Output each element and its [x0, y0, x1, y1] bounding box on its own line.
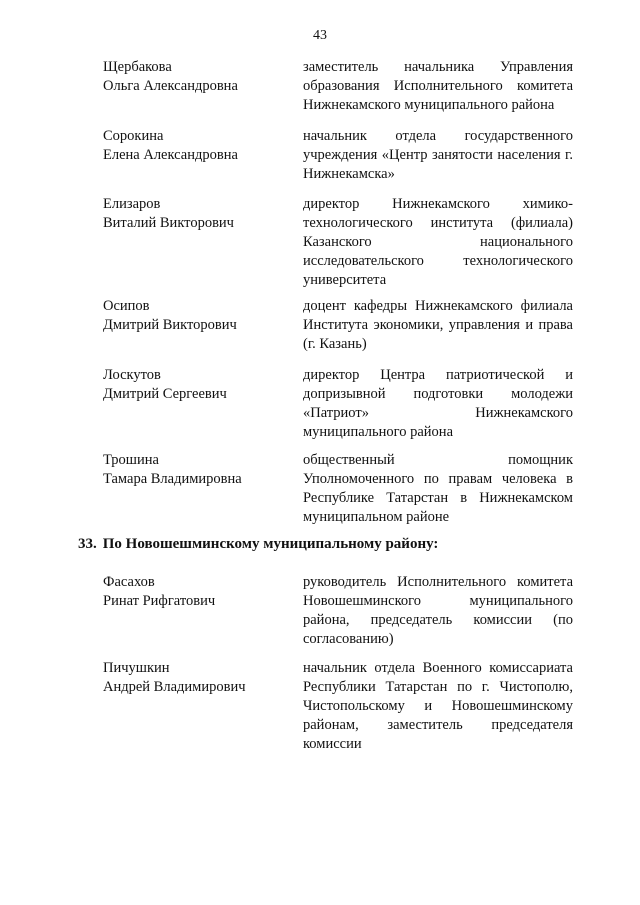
member-position: общественный помощник Уполномоченного по правам человека в Республике Татарстан в Нижнекамском муниципальном районе: [303, 452, 573, 525]
member-given-names: Дмитрий Сергеевич: [103, 386, 227, 402]
member-name: [103, 58, 293, 96]
member-name: [103, 451, 293, 489]
member-position: доцент кафедры Нижнекамского филиала Института экономики, управления и права (г. Казань): [303, 298, 573, 352]
member-name: [103, 297, 293, 335]
member-surname: Осипов: [103, 298, 150, 314]
page-number: 43: [313, 28, 327, 43]
member-surname: Пичушкин: [103, 660, 170, 676]
section-heading: [78, 536, 438, 553]
member-given-names: Тамара Владимировна: [103, 471, 242, 487]
member-name: [103, 366, 293, 404]
member-surname: Елизаров: [103, 196, 161, 212]
member-name: [103, 127, 293, 165]
member-surname: Лоскутов: [103, 367, 161, 383]
member-name: [103, 659, 293, 697]
member-given-names: Виталий Викторович: [103, 215, 234, 231]
member-given-names: Елена Александровна: [103, 147, 238, 163]
member-position: заместитель начальника Управления образования Исполнительного комитета Нижнекамского муниципального района: [303, 59, 573, 113]
member-given-names: Андрей Владимирович: [103, 679, 246, 695]
section-number: 33.: [78, 536, 97, 552]
member-position: начальник отдела государственного учреждения «Центр занятости населения г. Нижнекамска»: [303, 128, 573, 182]
member-position: руководитель Исполнительного комитета Новошешминского муниципального района, председатель комиссии (по согласованию): [303, 574, 573, 647]
member-given-names: Ринат Рифгатович: [103, 593, 216, 609]
section-title: По Новошешминскому муниципальному району:: [102, 536, 439, 552]
member-surname: Щербакова: [103, 59, 172, 75]
member-surname: Трошина: [103, 452, 159, 468]
member-position: директор Нижнекамского химико-технологического института (филиала) Казанского национального исследовательского технологического университета: [303, 196, 573, 288]
member-given-names: Дмитрий Викторович: [103, 317, 237, 333]
member-surname: Фасахов: [103, 574, 155, 590]
member-name: [103, 573, 293, 611]
member-name: [103, 195, 293, 233]
member-given-names: Ольга Александровна: [103, 78, 238, 94]
member-position: начальник отдела Военного комиссариата Республики Татарстан по г. Чистополю, Чистопольскому и Новошешминскому районам, заместитель председателя комиссии: [303, 660, 573, 752]
member-surname: Сорокина: [103, 128, 164, 144]
member-position: директор Центра патриотической и допризывной подготовки молодежи «Патриот» Нижнекамского муниципального района: [303, 367, 573, 440]
